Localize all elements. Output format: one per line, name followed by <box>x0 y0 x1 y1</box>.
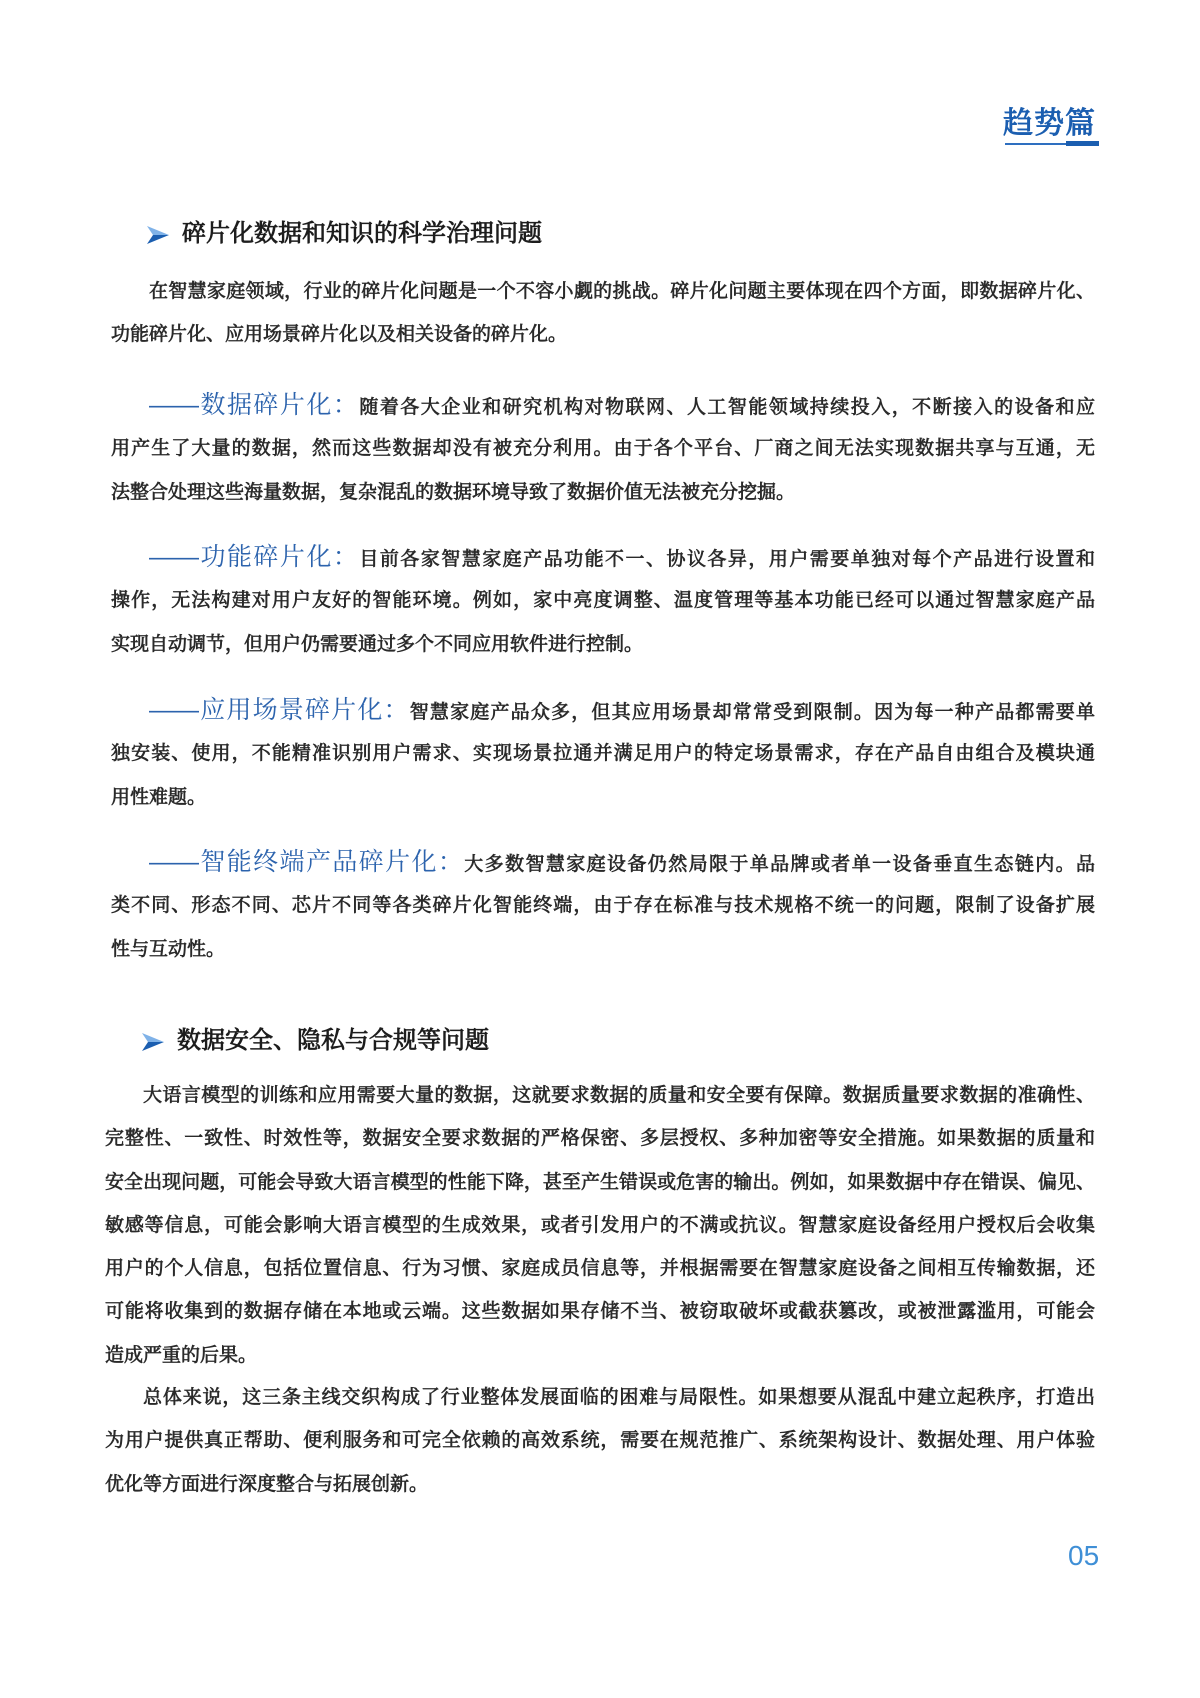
text-line: 可能将收集到的数据存储在本地或云端。这些数据如果存储不当、被窃取破坏或截获篡改，或被泄露滥用，可能会 <box>105 1301 1095 1323</box>
text-line: 性与互动性。 <box>111 938 226 960</box>
text-line: 用性难题。 <box>111 786 207 808</box>
chapter-title: 趋势篇 <box>1003 107 1096 140</box>
summary-paragraph <box>105 1376 1095 1506</box>
text-line: 安全出现问题，可能会导致大语言模型的性能下降，甚至产生错误或危害的输出。例如，如果数据中存在错误、偏见、 <box>105 1171 1095 1193</box>
chapter-underline <box>1005 143 1067 145</box>
text-line: 在智慧家庭领域，行业的碎片化问题是一个不容小觑的挑战。碎片化问题主要体现在四个方面，即数据碎片化、 <box>149 281 1095 302</box>
item-lead: ——功能碎片化： <box>149 543 360 571</box>
text-line: 智慧家庭产品众多，但其应用场景却常常受到限制。因为每一种产品都需要单 <box>409 702 1095 723</box>
text-line: 法整合处理这些海量数据，复杂混乱的数据环境导致了数据价值无法被充分挖掘。 <box>111 481 796 503</box>
section-heading-data-security: 数据安全、隐私与合规等问题 <box>177 1027 489 1054</box>
text-line: 优化等方面进行深度整合与拓展创新。 <box>105 1473 429 1495</box>
item-lead: ——智能终端产品碎片化： <box>149 848 465 876</box>
text-line: 功能碎片化、应用场景碎片化以及相关设备的碎片化。 <box>111 324 568 346</box>
text-line: 为用户提供真正帮助、便利服务和可完全依赖的高效系统，需要在规范推广、系统架构设计、数据处理、用户体验 <box>105 1430 1095 1452</box>
item-lead: ——应用场景碎片化： <box>149 696 410 724</box>
intro-paragraph <box>111 270 1095 357</box>
item-terminal-fragmentation <box>111 841 1095 971</box>
text-line: 大语言模型的训练和应用需要大量的数据，这就要求数据的质量和安全要有保障。数据质量要求数据的准确性、 <box>143 1085 1095 1106</box>
item-lead: ——数据碎片化： <box>149 391 360 419</box>
arrow-bullet-icon <box>145 224 171 246</box>
page-number: 05 <box>1068 1540 1100 1571</box>
text-line: 大多数智慧家庭设备仍然局限于单品牌或者单一设备垂直生态链内。品 <box>464 854 1095 875</box>
text-line: 独安装、使用，不能精准识别用户需求、实现场景拉通并满足用户的特定场景需求，存在产品自由组合及模块通 <box>111 743 1095 765</box>
text-line: 完整性、一致性、时效性等，数据安全要求数据的严格保密、多层授权、多种加密等安全措施。如果数据的质量和 <box>105 1128 1095 1150</box>
text-line: 敏感等信息，可能会影响大语言模型的生成效果，或者引发用户的不满或抗议。智慧家庭设备经用户授权后会收集 <box>105 1214 1095 1236</box>
arrow-bullet-icon <box>140 1031 166 1053</box>
text-line: 总体来说，这三条主线交织构成了行业整体发展面临的困难与局限性。如果想要从混乱中建立起秩序，打造出 <box>143 1387 1095 1408</box>
text-line: 造成严重的后果。 <box>105 1344 258 1366</box>
item-function-fragmentation <box>111 536 1095 666</box>
section-heading-fragmentation: 碎片化数据和知识的科学治理问题 <box>182 220 542 247</box>
text-line: 用产生了大量的数据，然而这些数据却没有被充分利用。由于各个平台、厂商之间无法实现数据共享与互通，无 <box>111 438 1095 460</box>
item-data-fragmentation <box>111 384 1095 514</box>
chapter-underline-accent <box>1066 141 1099 146</box>
text-line: 目前各家智慧家庭产品功能不一、协议各异，用户需要单独对每个产品进行设置和 <box>359 549 1095 570</box>
security-paragraph <box>105 1074 1095 1377</box>
text-line: 随着各大企业和研究机构对物联网、人工智能领域持续投入，不断接入的设备和应 <box>359 397 1095 418</box>
text-line: 实现自动调节，但用户仍需要通过多个不同应用软件进行控制。 <box>111 633 644 655</box>
item-scenario-fragmentation <box>111 689 1095 819</box>
text-line: 操作，无法构建对用户友好的智能环境。例如，家中亮度调整、温度管理等基本功能已经可以通过智慧家庭产品 <box>111 590 1095 612</box>
text-line: 类不同、形态不同、芯片不同等各类碎片化智能终端，由于存在标准与技术规格不统一的问题，限制了设备扩展 <box>111 895 1095 917</box>
text-line: 用户的个人信息，包括位置信息、行为习惯、家庭成员信息等，并根据需要在智慧家庭设备之间相互传输数据，还 <box>105 1258 1095 1280</box>
